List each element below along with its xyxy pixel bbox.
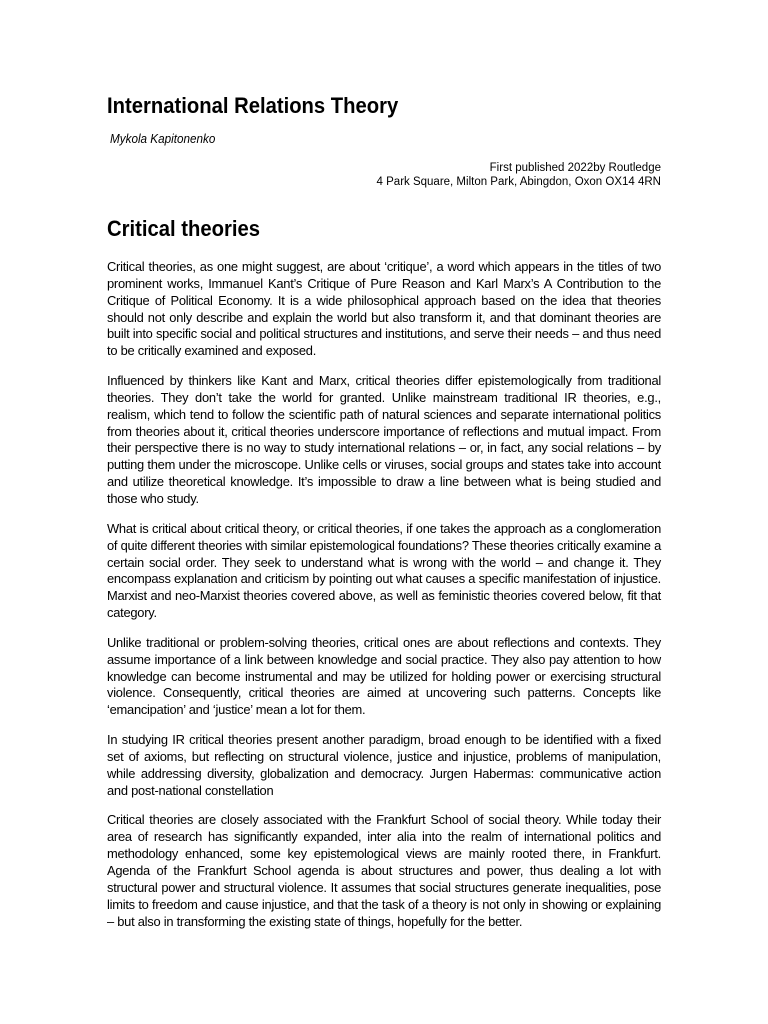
body-paragraph: Unlike traditional or problem-solving theories, critical ones are about reflections and contexts. They assume importance of a link between knowledge and social practice. They also pay attention to how knowledge can become instrumental and may be utilized for holding power or exercising structural violence. Consequently, critical theories are aimed at uncovering such patterns. Concepts like ‘emancipation’ and ‘justice’ mean a lot for them. [107, 634, 661, 718]
publication-line-1: First published 2022by Routledge [489, 162, 661, 174]
section-title: Critical theories [107, 216, 260, 241]
publication-line-2: 4 Park Square, Milton Park, Abingdon, Oxon OX14 4RN [376, 176, 661, 188]
body-paragraph: In studying IR critical theories present another paradigm, broad enough to be identified with a fixed set of axioms, but reflecting on structural violence, justice and injustice, problems of manipulation, while addressing diversity, globalization and democracy. Jurgen Habermas: communicative action and post-national constellation [107, 732, 661, 798]
body-paragraph: Critical theories are closely associated with the Frankfurt School of social theory. While today their area of research has significantly expanded, inter alia into the realm of international politics and methodology enhanced, some key epistemological views are mainly rooted there, in Frankfurt. Agenda of the Frankfurt School agenda is about structures and power, thus dealing a lot with structural power and structural violence. It assumes that social structures generate inequalities, pose limits to freedom and cause injustice, and that the task of a theory is not only in showing or explaining – but also in transforming the existing state of things, hopefully for the better. [107, 812, 661, 929]
document-title: International Relations Theory [107, 93, 399, 118]
body-paragraph: Critical theories, as one might suggest, are about ‘critique’, a word which appears in the titles of two prominent works, Immanuel Kant’s Critique of Pure Reason and Karl Marx’s A Contribution to the Critique of Political Economy. It is a wide philosophical approach based on the idea that theories should not only describe and explain the world but also transform it, and that dominant theories are built into specific social and political structures and institutions, and serve their needs – and thus need to be critically examined and exposed. [107, 259, 661, 359]
body-paragraph: Influenced by thinkers like Kant and Marx, critical theories differ epistemologically from traditional theories. They don’t take the world for granted. Unlike mainstream traditional IR theories, e.g., realism, which tend to follow the scientific path of natural sciences and separate international politics from theories about it, critical theories underscore importance of reflections and mutual impact. From their perspective there is no way to study international relations – or, in fact, any social relations – by putting them under the microscope. Unlike cells or viruses, social groups and states take into account and utilize theoretical knowledge. It’s impossible to draw a line between what is being studied and those who study. [107, 373, 661, 506]
author-name: Mykola Kapitonenko [110, 131, 216, 146]
publication-info [107, 161, 661, 189]
page-content [107, 92, 661, 930]
body-paragraph: What is critical about critical theory, or critical theories, if one takes the approach as a conglomeration of quite different theories with similar epistemological foundations? These theories critically examine a certain social order. They seek to understand what is wrong with the world – and change it. They encompass explanation and criticism by pointing out what causes a specific manifestation of injustice. Marxist and neo-Marxist theories covered above, as well as feministic theories covered below, fit that category. [107, 520, 661, 621]
